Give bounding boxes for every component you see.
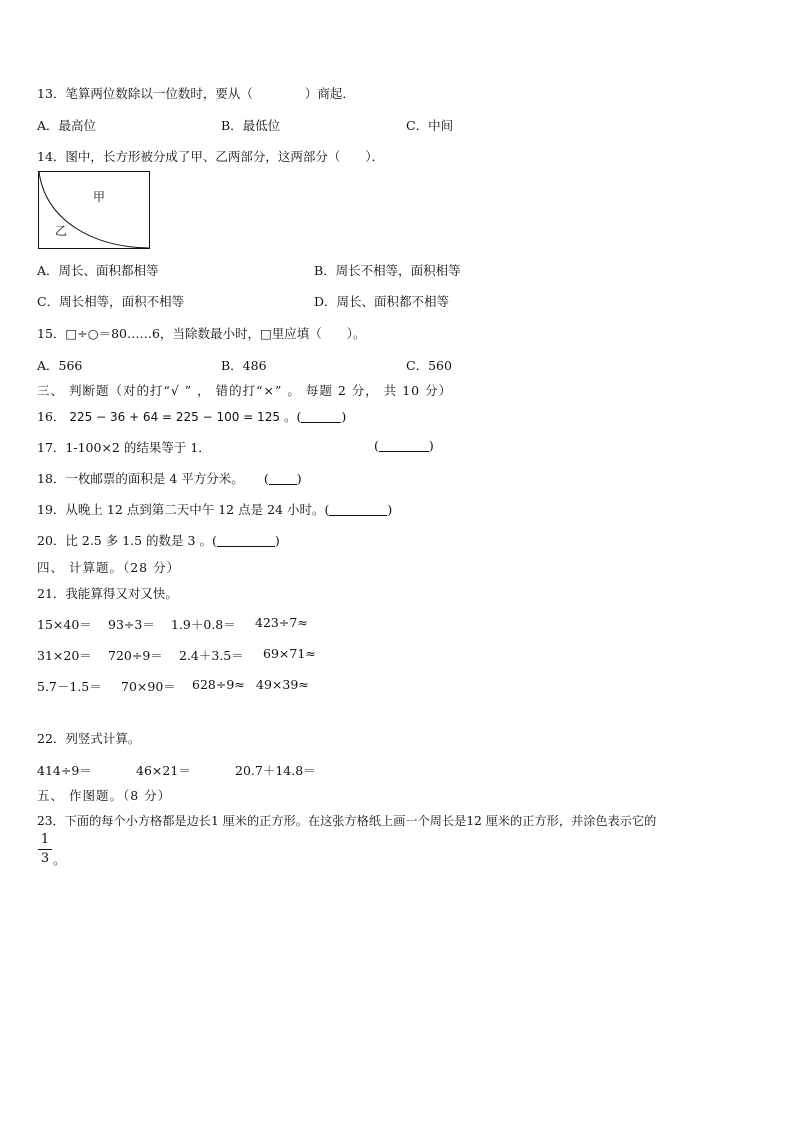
q19-item: 19．从晚上 12 点到第二天中午 12 点是 24 小时。( ) xyxy=(37,502,393,517)
q17-answer: ( ) xyxy=(374,438,434,453)
q23-tail: 。 xyxy=(53,852,66,867)
q15-stem: 15．□÷○＝80……6，当除数最小时，□里应填（ ）。 xyxy=(37,326,366,341)
q13-option-b: B．最低位 xyxy=(221,118,281,133)
q23-fraction xyxy=(38,832,52,867)
q21-stem: 21．我能算得又对又快。 xyxy=(37,586,178,601)
q18-answer-blank[interactable] xyxy=(269,472,297,485)
q16-item: 16． 225 − 36 + 64 = 225 − 100 = 125 。( ) xyxy=(37,409,347,424)
q21-r2-c1: 31×20＝ xyxy=(37,648,92,663)
q16-answer-blank[interactable] xyxy=(301,410,341,423)
q18-item: 18．一枚邮票的面积是 4 平方分米。 ( ) xyxy=(37,471,302,486)
q19-answer-blank[interactable] xyxy=(329,503,387,516)
q13-option-a: A．最高位 xyxy=(37,118,97,133)
q21-r3-c4: 49×39≈ xyxy=(256,677,309,692)
q23-fraction-numerator: 1 xyxy=(40,832,50,847)
q15-option-b: B．486 xyxy=(221,358,267,373)
q14-stem: 14．图中，长方形被分成了甲、乙两部分，这两部分（ ）． xyxy=(37,149,385,164)
section-5-title: 五、 作图题。（8 分） xyxy=(37,788,172,803)
q21-r1-c4: 423÷7≈ xyxy=(255,615,308,630)
q22-stem: 22．列竖式计算。 xyxy=(37,731,141,746)
q21-r2-c4: 69×71≈ xyxy=(263,646,316,661)
q21-r3-c1: 5.7－1.5＝ xyxy=(37,679,102,694)
q14-option-b: B．周长不相等，面积相等 xyxy=(314,263,461,278)
q17-answer-blank[interactable] xyxy=(379,439,429,452)
q20-item: 20．比 2.5 多 1.5 的数是 3 。( ) xyxy=(37,533,280,548)
q13-option-c: C．中间 xyxy=(406,118,454,133)
q22-item-1: 414÷9＝ xyxy=(37,763,92,778)
q16-expression: 225 − 36 + 64 = 225 − 100 = 125 xyxy=(69,410,280,424)
q15-option-a: A．566 xyxy=(37,358,83,373)
q21-r2-c3: 2.4＋3.5＝ xyxy=(179,648,244,663)
q21-r3-c2: 70×90＝ xyxy=(121,679,176,694)
q22-item-2: 46×21＝ xyxy=(136,763,191,778)
q13-stem: 13．笔算两位数除以一位数时，要从（ ）商起． xyxy=(37,86,355,101)
q14-label-jia: 甲 xyxy=(93,190,106,204)
q14-option-d: D．周长、面积都不相等 xyxy=(314,294,450,309)
q14-option-c: C．周长相等，面积不相等 xyxy=(37,294,185,309)
q21-r1-c3: 1.9＋0.8＝ xyxy=(171,617,236,632)
q21-r1-c2: 93÷3＝ xyxy=(108,617,155,632)
q21-r3-c3: 628÷9≈ xyxy=(192,677,245,692)
q23-stem: 23．下面的每个小方格都是边长1 厘米的正方形。在这张方格纸上画一个周长是12 厘米的正方形，并涂色表示它的 xyxy=(37,814,657,828)
q21-r2-c2: 720÷9＝ xyxy=(108,648,163,663)
q21-r1-c1: 15×40＝ xyxy=(37,617,92,632)
q20-answer-blank[interactable] xyxy=(217,534,275,547)
q14-option-a: A．周长、面积都相等 xyxy=(37,263,159,278)
q23-fraction-bar xyxy=(38,849,52,850)
section-3-title: 三、 判断题（对的打“√ ” ， 错的打“×” 。 每题 2 分， 共 10 分） xyxy=(37,383,453,398)
q17-item: 17．1-100×2 的结果等于 1． xyxy=(37,440,211,455)
section-4-title: 四、 计算题。（28 分） xyxy=(37,560,181,575)
q14-label-yi: 乙 xyxy=(55,224,68,238)
q14-rectangle-figure xyxy=(38,171,152,251)
q15-option-c: C．560 xyxy=(406,358,452,373)
q23-fraction-denominator: 3 xyxy=(40,851,50,866)
q22-item-3: 20.7＋14.8＝ xyxy=(235,763,316,778)
